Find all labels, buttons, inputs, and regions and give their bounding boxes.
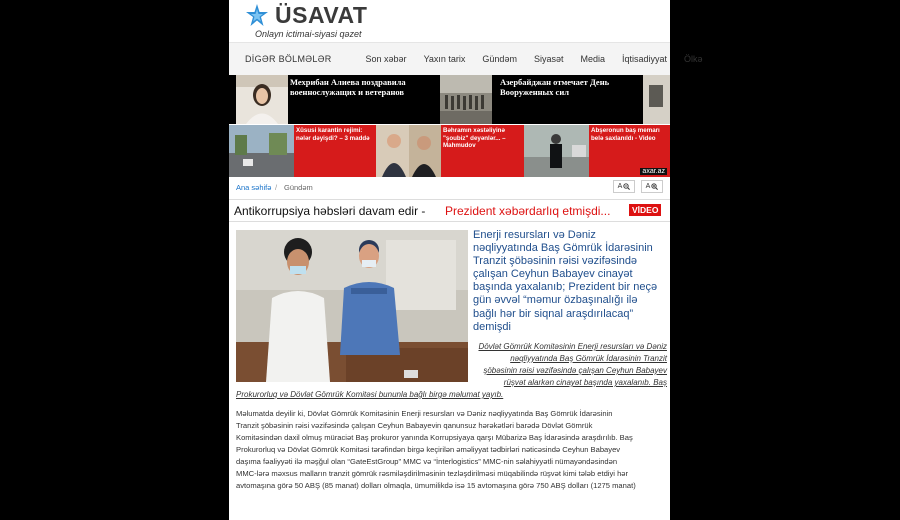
headline-main-text: Antikorrupsiya həbsləri davam edir - [234,204,426,218]
body-line: Komitəsindən daxil olmuş müraciət Baş prokuror yanında Korrupsiyaya qarşı Mübarizə Baş İdarəsində araşdırılıb. Baş [236,433,633,442]
body-line: Prokurorluq və Dövlət Gömrük Komitəsi tərəfindən birgə keçirilən əməliyyat tədbirləri nəticəsində Ceyhun Babayev [236,445,621,454]
nav-item-country[interactable]: Ölkə [684,54,703,64]
nav-item-economy[interactable]: İqtisadiyyat [621,54,668,64]
people-thumbnail-icon [376,125,441,177]
banner-top-text-1: Мехрибан Алиева поздравила военнослужащих и ветеранов [290,77,406,97]
zoom-out-icon [623,183,630,190]
site-logo[interactable]: ÜSAVAT [275,2,368,28]
nav-item-politics[interactable]: Siyasət [533,54,564,64]
caption-line: nəqliyyatında Baş Gömrük İdarəsinin Tranzit [510,354,667,363]
article-title-line: nəqliyyatında Baş Gömrük İdarəsinin [473,242,653,255]
headline-highlight-text: Prezident xəbərdarlıq etmişdi... [445,204,611,218]
article-title-line: başında yaxalanıb; Prezident bir neçə [473,281,658,294]
body-line: avtomaşına görə 50 ABŞ (85 manat) dolları olmaqla, ümumilikdə isə 15 avtomaşına görə 750 ABŞ dolları (1275 manat) [236,481,636,490]
parade-thumbnail-icon [440,75,492,124]
article-title-line: Tranzit şöbəsinin rəisi vəzifəsində [473,255,638,268]
breadcrumb [229,178,670,196]
site-tagline: Onlayn ictimai-siyasi qəzet [255,29,362,39]
banner-source-label[interactable]: axar.az [642,168,665,175]
banner-bottom-text-1: Xüsusi karantin rejimi: nələr dəyişdi? – 3 maddə [296,127,370,142]
banner-bottom-text-2: Bəhramın xəstəliyinə "şoubiz" deyənlər... – Mahmudov [443,127,506,149]
article-title-line: bağlı hər bir siqnal araşdırılacaq” [473,307,634,320]
body-line: daşıma fəaliyyəti ilə məşğul olan “GateEstGroup” MMC və “İnterlogistics” MMC-nin səlahiyyətli nümayəndəsindən [236,457,618,466]
street-thumbnail-icon [229,125,294,177]
side-thumbnail-icon [643,75,670,124]
font-increase-button[interactable] [641,180,663,193]
nav-item-latest[interactable]: Son xəbər [365,54,407,64]
font-decrease-button[interactable] [613,180,635,193]
article-title-line: çalışan Ceyhun Babayev cinayət [473,268,633,281]
body-line: MMC-lərə məxsus malların tranzit gömrük rəsmiləşdirilməsinin tezləşdirilməsi müqabilində rüşvət kimi tələb etdiyi hər [236,469,629,478]
font-decrease-label: A [617,183,623,190]
photo-caption [236,341,667,401]
body-line: Məlumatda deyilir ki, Dövlət Gömrük Komitəsinin Enerji resursları və Dəniz nəqliyyatında Baş Gömrük İdarəsinin [236,409,613,418]
body-line: Tranzit şöbəsinin rəisi vəzifəsində çalışan Ceyhun Babayevin qanunsuz hərəkətləri barədə Dövlət Gömrük [236,421,593,430]
breadcrumb-home-link[interactable]: Ana səhifə [236,183,272,192]
breaking-headline[interactable] [229,199,670,222]
nav-item-recent-history[interactable]: Yaxın tarix [423,54,466,64]
nav-other-sections[interactable]: DİGƏR BÖLMƏLƏR [245,54,332,64]
banner-bottom-text-3: Abşeronun baş memarı belə saxlanıldı - Video [591,127,660,142]
caption-line: Dövlət Gömrük Komitəsinin Enerji resursları və Dəniz [478,342,667,351]
arrest-thumbnail-icon [524,125,589,177]
nav-item-agenda[interactable]: Gündəm [482,54,517,64]
breadcrumb-separator: / [275,183,278,192]
woman-portrait-thumbnail-icon [236,75,288,124]
site-header [229,0,670,43]
star-logo-icon[interactable] [244,3,270,29]
font-increase-label: A [645,183,651,190]
banner-top-text-2: Азербайджан отмечает День Вооруженных сил [500,77,610,97]
caption-line: şöbəsinin rəisi vəzifəsində çalışan Ceyhun Babayev [483,366,667,375]
news-banner-top[interactable] [229,75,670,124]
nav-item-media[interactable]: Media [580,54,605,64]
article-title-line: gün əvvəl “məmur özbaşınalığı ilə [473,294,638,307]
zoom-in-icon [651,183,658,190]
caption-line: rüşvət alarkən cinayət başında yaxalanıb. Baş [503,378,667,387]
article-body [236,408,666,492]
main-nav [229,43,703,76]
article-title [473,229,668,334]
breadcrumb-category[interactable]: Gündəm [284,183,313,192]
news-banner-bottom[interactable] [229,125,670,177]
article-page [229,0,703,520]
article-title-line: Enerji resursları və Dəniz [473,229,596,241]
caption-line: Prokurorluq və Dövlət Gömrük Komitəsi bununla bağlı birgə məlumat yayıb. [236,390,504,399]
video-badge: VİDEO [629,204,661,216]
article-title-line: demişdi [473,320,511,333]
